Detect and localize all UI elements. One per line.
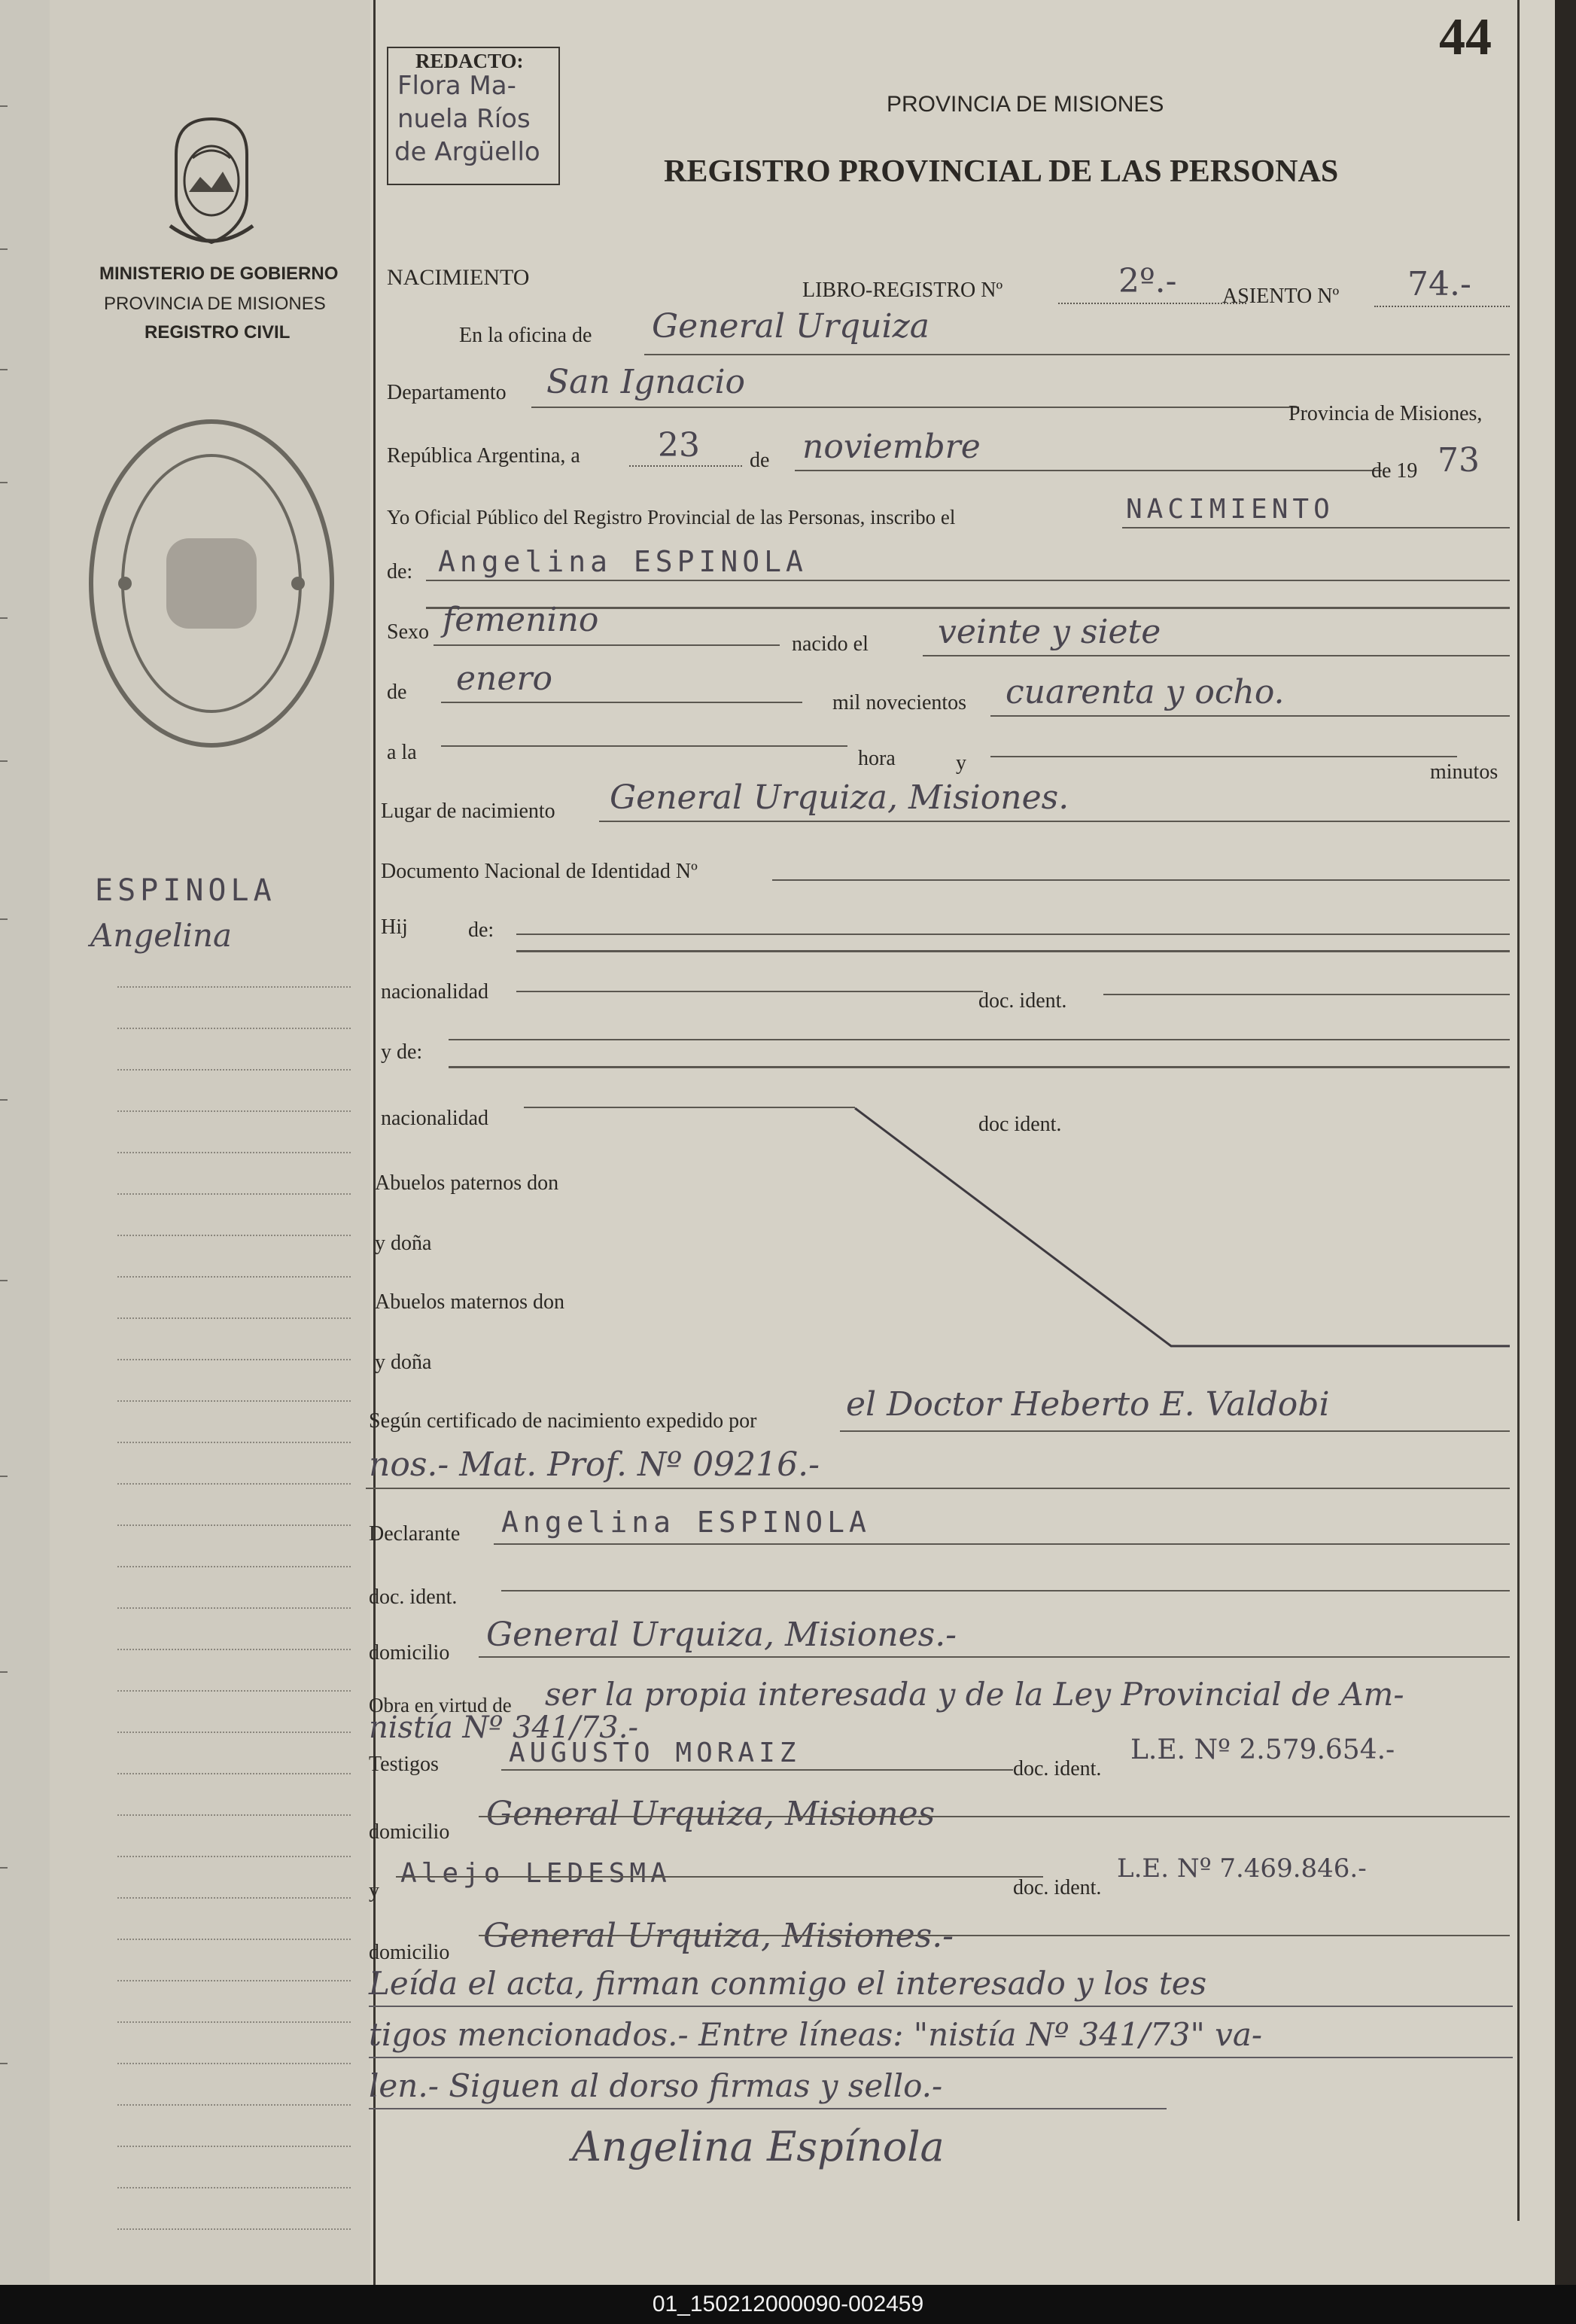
page-number: 44 [1439,8,1492,66]
lugar-value: General Urquiza, Misiones. [610,778,1069,817]
nacionalidad2-label: nacionalidad [381,1107,489,1130]
ala-label: a la [387,741,417,764]
obra-value-2: nistía Nº 341/73.- [369,1710,638,1745]
margin-province-label: PROVINCIA DE MISIONES [104,294,326,314]
doc-ident-label: doc. ident. [978,989,1067,1013]
declarante-value: Angelina ESPINOLA [501,1506,871,1539]
lugar-label: Lugar de nacimiento [381,800,555,823]
republica-label: República Argentina, a [387,444,580,468]
sexo-value: femenino [443,601,599,639]
doc-ident2-label: doc ident. [978,1113,1062,1136]
closing-line-2: tigos mencionados.- Entre líneas: "nistía Nº 341/73" va- [369,2016,1263,2053]
inscribo-value: NACIMIENTO [1126,494,1334,525]
certificado-value-2: nos.- Mat. Prof. Nº 09216.- [369,1445,820,1484]
round-registry-stamp-icon [72,407,351,760]
asiento-value: 74.- [1407,265,1471,303]
nacido-label: nacido el [792,632,869,656]
asiento-label: ASIENTO Nº [1222,285,1340,308]
abuelos-maternos-label: Abuelos maternos don [375,1290,564,1314]
header-title: REGISTRO PROVINCIAL DE LAS PERSONAS [664,154,1339,189]
domicilio2-label: domicilio [369,1820,450,1844]
closing-line-1: Leída el acta, firman conmigo el interesado y los tes [369,1965,1207,2002]
nacionalidad-label: nacionalidad [381,980,489,1004]
domicilio-value: General Urquiza, Misiones.- [486,1616,957,1654]
testigo2-value: Alejo LEDESMA [400,1858,671,1889]
provincia-label: Provincia de Misiones, [1288,402,1483,425]
mil-label: mil novecientos [832,691,967,714]
yde-label: y de: [381,1040,423,1064]
registry-label: REGISTRO CIVIL [145,322,291,343]
testigo2-doc: L.E. Nº 7.469.846.- [1117,1853,1367,1884]
scan-id-footer: 01_150212000090-002459 [0,2285,1576,2324]
birth-year-value: cuarenta y ocho. [1006,673,1285,711]
provincial-coat-of-arms-icon [163,113,260,248]
declarante-label: Declarante [369,1522,461,1546]
y2-label: y [369,1879,379,1902]
day-value: 23 [658,426,700,464]
hij-label: Hij [381,915,408,939]
certificado-label: Según certificado de nacimiento expedido por [369,1409,757,1433]
oficina-value: General Urquiza [652,307,929,346]
domicilio-label: domicilio [369,1641,450,1665]
hij-de-label: de: [468,918,494,942]
hora-label: hora [858,747,896,770]
redactor-box [387,47,560,185]
header-province: PROVINCIA DE MISIONES [887,92,1164,117]
sexo-label: Sexo [387,620,429,644]
redactor-line-3: de Argüello [394,137,540,167]
margin-column [50,0,370,2285]
doc-ident3-label: doc. ident. [369,1585,458,1609]
previous-page-edge [0,0,51,2285]
certificado-value-1: el Doctor Heberto E. Valdobi [846,1385,1330,1424]
doc-ident5-label: doc. ident. [1013,1876,1102,1899]
birth-month-value: enero [456,659,552,698]
ydona1-label: y doña [375,1232,432,1255]
person-label: de: [387,560,413,583]
month-de-label: de [750,449,770,472]
libro-value: 2º.- [1118,262,1177,300]
redactor-line-2: nuela Ríos [397,104,531,134]
person-value: Angelina ESPINOLA [438,545,808,578]
ydona2-label: y doña [375,1351,432,1374]
oficial-text: Yo Oficial Público del Registro Provincial de las Personas, inscribo el [387,506,956,528]
testigos-label: Testigos [369,1753,439,1776]
ministry-label: MINISTERIO DE GOBIERNO [99,263,339,284]
testigo1-value: AUGUSTO MORAIZ [509,1738,801,1768]
oficina-label: En la oficina de [459,324,592,347]
year-label: de 19 [1371,459,1418,483]
y-label: y [956,751,966,775]
margin-note-name: Angelina [90,917,233,954]
departamento-label: Departamento [387,381,507,404]
cancellation-stroke [802,1107,1517,1363]
libro-label: LIBRO-REGISTRO Nº [802,279,1003,302]
register-page [50,0,1555,2285]
departamento-value: San Ignacio [546,363,746,401]
obra-value-1: ser la propia interesada y de la Ley Provincial de Am- [545,1676,1404,1713]
dni-label: Documento Nacional de Identidad Nº [381,860,698,883]
birth-month-de-label: de [387,681,407,704]
domicilio3-value: General Urquiza, Misiones.- [483,1917,954,1955]
domicilio2-value: General Urquiza, Misiones [486,1795,936,1833]
nacido-value: veinte y siete [938,613,1161,651]
year-value: 73 [1438,441,1480,480]
redactor-label: REDACTO: [415,50,524,72]
declarante-signature: Angelina Espínola [572,2123,945,2170]
act-type-label: NACIMIENTO [387,265,530,290]
obra-label: Obra en virtud de [369,1694,512,1716]
redactor-line-1: Flora Ma- [397,71,516,101]
minutos-label: minutos [1430,760,1498,784]
right-rule [1517,0,1520,2221]
margin-note-surname: ESPINOLA [95,873,276,908]
closing-line-3: len.- Siguen al dorso firmas y sello.- [369,2067,943,2104]
month-value: noviembre [802,428,981,466]
abuelos-paternos-label: Abuelos paternos don [375,1171,559,1195]
testigo1-doc: L.E. Nº 2.579.654.- [1130,1735,1395,1765]
domicilio3-label: domicilio [369,1941,450,1964]
doc-ident4-label: doc. ident. [1013,1757,1102,1780]
